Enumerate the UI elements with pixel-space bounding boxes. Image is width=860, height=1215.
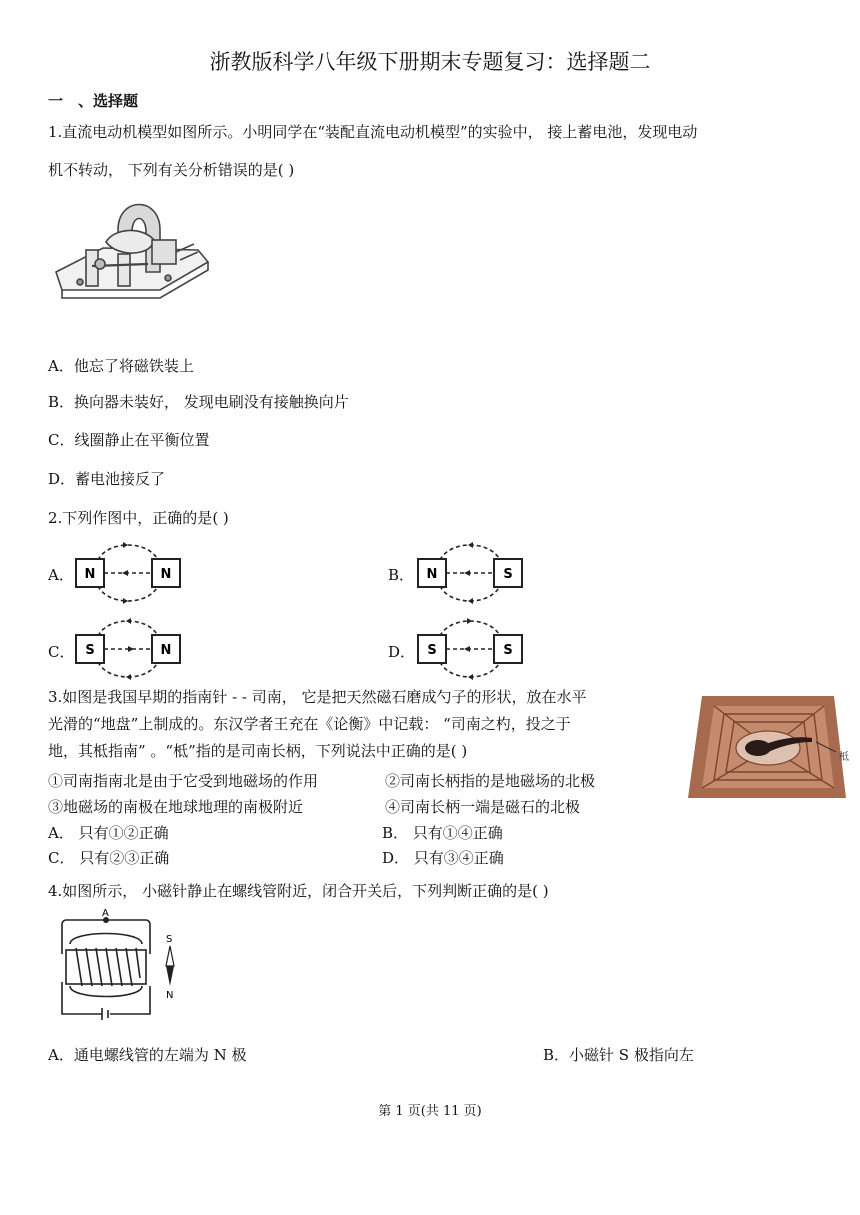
sinan-handle-label: 柢 — [839, 752, 849, 763]
section-heading: 一 、选择题 — [48, 92, 139, 110]
page-title: 浙教版科学八年级下册期末专题复习：选择题二 — [209, 50, 651, 74]
q2-option-a-letter: A． — [48, 566, 74, 584]
needle-n-label: N — [166, 990, 174, 1001]
q2-option-d-letter: D． — [388, 643, 416, 661]
q3-option-d: D． 只有③④正确 — [382, 849, 504, 867]
q3-option-b: B． 只有①④正确 — [382, 824, 503, 842]
q3-option-c: C． 只有②③正确 — [48, 849, 170, 867]
q3-stem-line3: 地，其柢指南” 。“柢”指的是司南长柄，下列说法中正确的是( ) — [48, 742, 468, 760]
q4-option-b: B．小磁针 S 极指向左 — [543, 1046, 694, 1064]
q3-statement-2: ②司南长柄指的是地磁场的北极 — [385, 772, 596, 790]
page-footer: 第 1 页(共 11 页) — [378, 1104, 482, 1119]
q4-stem: 4.如图所示， 小磁针静止在螺线管附近，闭合开关后，下列判断正确的是( ) — [48, 882, 549, 900]
q4-option-a: A．通电螺线管的左端为 N 极 — [48, 1046, 247, 1064]
solenoid-circuit-figure — [52, 908, 202, 1032]
q2-option-c-letter: C． — [48, 643, 75, 661]
q3-option-a: A． 只有①②正确 — [48, 824, 169, 842]
q2-c-right-pole: N — [160, 643, 172, 658]
q2-a-left-pole: N — [84, 567, 96, 582]
q2-b-right-pole: S — [503, 567, 513, 582]
q1-stem-line2: 机不转动， 下列有关分析错误的是( ) — [48, 161, 295, 179]
q2-d-right-pole: S — [503, 643, 513, 658]
q2-d-left-pole: S — [427, 643, 437, 658]
q3-stem-line1: 3.如图是我国早期的指南针 - - 司南， 它是把天然磁石磨成勺子的形状，放在水平 — [48, 688, 587, 706]
q2-option-a-figure — [68, 538, 188, 608]
q1-option-b: B．换向器未装好， 发现电刷没有接触换向片 — [48, 393, 349, 411]
sinan-compass-image — [684, 690, 856, 810]
q2-option-b-figure — [410, 538, 530, 608]
q2-option-d-figure — [410, 614, 530, 684]
q1-option-c: C．线圈静止在平衡位置 — [48, 431, 210, 449]
q3-statement-1: ①司南指南北是由于它受到地磁场的作用 — [48, 772, 319, 790]
q1-option-a: A．他忘了将磁铁装上 — [48, 357, 194, 375]
q3-statement-4: ④司南长柄一端是磁石的北极 — [385, 798, 581, 816]
q1-option-d: D．蓄电池接反了 — [48, 470, 166, 488]
q2-stem: 2.下列作图中，正确的是( ) — [48, 509, 229, 527]
point-a-label: A — [102, 908, 109, 919]
q3-statement-3: ③地磁场的南极在地球地理的南极附近 — [48, 798, 304, 816]
q2-option-b-letter: B． — [388, 566, 415, 584]
q2-b-left-pole: N — [426, 567, 438, 582]
q2-option-c-figure — [68, 614, 188, 684]
q2-c-left-pole: S — [85, 643, 95, 658]
q1-stem-line1: 1.直流电动机模型如图所示。小明同学在“装配直流电动机模型”的实验中， 接上蓄电池，发现电动 — [48, 123, 698, 141]
needle-s-label: S — [166, 934, 173, 945]
motor-model-image — [48, 190, 210, 315]
q3-stem-line2: 光滑的“地盘”上制成的。东汉学者王充在《论衡》中记载： “司南之杓，投之于 — [48, 715, 571, 733]
q2-a-right-pole: N — [160, 567, 172, 582]
